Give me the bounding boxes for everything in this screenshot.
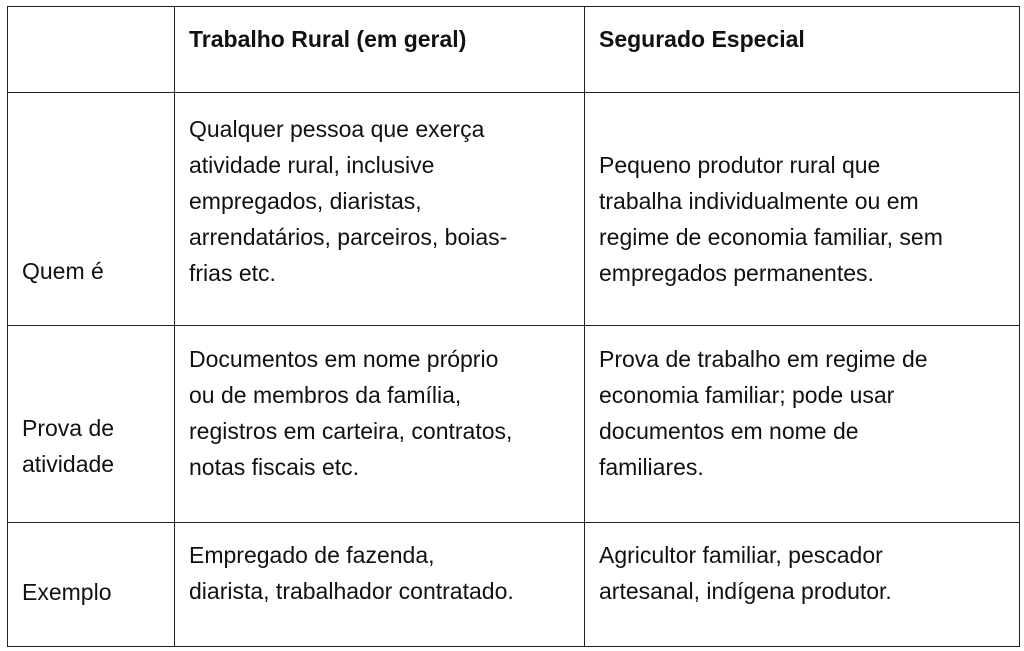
table-row-prova-de-atividade [8, 326, 1020, 523]
cell-text: Empregado de fazenda, diarista, trabalhador contratado. [189, 542, 514, 604]
cell-segurado-especial [585, 326, 1020, 523]
cell-text: Prova de trabalho em regime de economia familiar; pode usar documentos em nome de familiares. [599, 346, 928, 480]
cell-trabalho-rural [175, 523, 585, 647]
cell-text: Documentos em nome próprio ou de membros da família, registros em carteira, contratos, notas fiscais etc. [189, 346, 513, 480]
row-label-text: Exemplo [22, 579, 112, 605]
row-label-text: Quem é [22, 258, 104, 284]
cell-text: Pequeno produtor rural que trabalha individualmente ou em regime de economia familiar, sem empregados permanentes. [599, 152, 943, 286]
header-row [8, 7, 1020, 93]
cell-text: Qualquer pessoa que exerça atividade rural, inclusive empregados, diaristas, arrendatários, parceiros, boias- frias etc. [189, 116, 508, 286]
cell-segurado-especial [585, 93, 1020, 326]
row-label-quem-e [8, 93, 175, 326]
table-row-quem-e [8, 93, 1020, 326]
comparison-table [7, 6, 1020, 647]
row-label-text: Prova de atividade [22, 415, 115, 477]
row-label-exemplo [8, 523, 175, 647]
row-label-prova-de-atividade [8, 326, 175, 523]
cell-text: Agricultor familiar, pescador artesanal, indígena produtor. [599, 542, 892, 604]
cell-segurado-especial [585, 523, 1020, 647]
table-row-exemplo [8, 523, 1020, 647]
header-empty-cell [8, 7, 175, 93]
cell-trabalho-rural [175, 93, 585, 326]
header-trabalho-rural: Trabalho Rural (em geral) [175, 7, 585, 93]
header-segurado-especial: Segurado Especial [585, 7, 1020, 93]
cell-trabalho-rural [175, 326, 585, 523]
